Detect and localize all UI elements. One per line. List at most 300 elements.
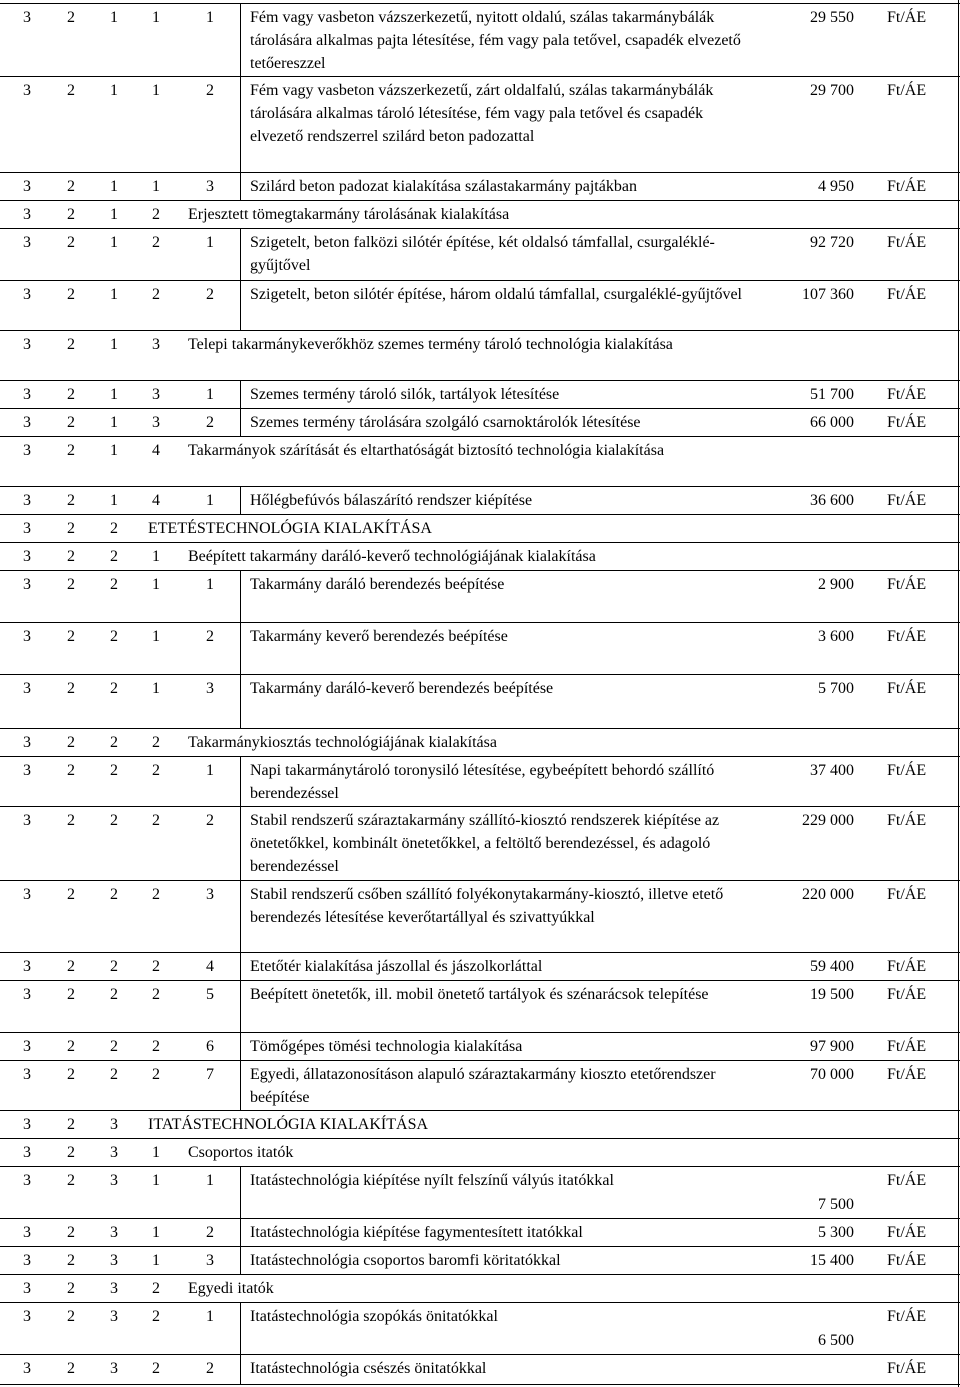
code-digit: 3 <box>23 1144 31 1161</box>
code-digit: 1 <box>110 386 118 403</box>
code-digit: 1 <box>110 234 118 251</box>
item-description: Stabil rendszerű csőben szállító folyékonytakarmány-kiosztó, illetve etető berendezés létesítése keverőtartállyal és szivattyúkkal <box>250 886 724 926</box>
table-row <box>0 625 960 677</box>
item-description: Fém vagy vasbeton vázszerkezetű, nyitott oldalú, szálas takarmánybálák tárolására alkalmas pajta létesítése, fém vagy pala tetővel, csapadék elvezető tetőereszzel <box>250 9 741 72</box>
item-description: Itatástechnológia kiépítése nyílt felszínű vályús itatókkal <box>250 1172 614 1189</box>
price-value: 66 000 <box>810 414 854 431</box>
code-digit: 2 <box>206 1360 214 1377</box>
code-digit: 2 <box>206 82 214 99</box>
code-digit: 1 <box>152 9 160 26</box>
table-row <box>0 1249 960 1277</box>
code-digit: 2 <box>110 680 118 697</box>
code-digit: 2 <box>67 520 75 537</box>
code-digit: 3 <box>23 886 31 903</box>
column-divider <box>240 1246 241 1274</box>
code-digit: 2 <box>110 548 118 565</box>
code-digit: 4 <box>206 958 214 975</box>
code-digit: 3 <box>23 1252 31 1269</box>
row-divider <box>0 806 960 807</box>
code-digit: 2 <box>110 886 118 903</box>
price-value: 29 550 <box>810 9 854 26</box>
row-divider <box>0 1274 960 1275</box>
column-divider <box>240 622 241 674</box>
code-digit: 2 <box>152 206 160 223</box>
price-value: 6 500 <box>818 1332 854 1349</box>
column-divider <box>240 1060 241 1110</box>
code-digit: 3 <box>152 336 160 353</box>
code-digit: 2 <box>67 1360 75 1377</box>
item-description: Takarmány daráló-keverő berendezés beépítése <box>250 680 554 697</box>
code-digit: 2 <box>67 82 75 99</box>
code-digit: 3 <box>23 1172 31 1189</box>
code-digit: 2 <box>110 762 118 779</box>
row-divider <box>0 436 960 437</box>
code-digit: 1 <box>152 576 160 593</box>
row-divider <box>0 1060 960 1061</box>
table-row <box>0 545 960 573</box>
code-digit: 3 <box>23 1116 31 1133</box>
code-digit: 2 <box>152 1066 160 1083</box>
code-digit: 2 <box>110 1038 118 1055</box>
table-row <box>0 1277 960 1305</box>
code-digit: 2 <box>206 286 214 303</box>
code-digit: 4 <box>152 442 160 459</box>
code-digit: 2 <box>152 1038 160 1055</box>
item-description: Szigetelt, beton silótér építése, három oldalú támfallal, csurgaléklé-gyűjtővel <box>250 286 742 303</box>
code-digit: 4 <box>152 492 160 509</box>
price-value: 59 400 <box>810 958 854 975</box>
item-description: Telepi takarmánykeverőkhöz szemes termény tároló technológia kialakítása <box>188 336 673 353</box>
table-row <box>0 1063 960 1113</box>
item-description: Egyedi itatók <box>188 1280 274 1297</box>
price-value: 70 000 <box>810 1066 854 1083</box>
code-digit: 1 <box>110 286 118 303</box>
code-digit: 3 <box>23 386 31 403</box>
code-digit: 2 <box>67 1252 75 1269</box>
table-row <box>0 383 960 411</box>
table-row <box>0 203 960 231</box>
price-value: 220 000 <box>802 886 854 903</box>
code-digit: 3 <box>152 386 160 403</box>
code-digit: 3 <box>110 1144 118 1161</box>
column-divider <box>240 172 241 200</box>
item-description: Csoportos itatók <box>188 1144 294 1161</box>
code-digit: 3 <box>23 734 31 751</box>
code-digit: 2 <box>67 9 75 26</box>
code-digit: 1 <box>110 442 118 459</box>
column-divider <box>240 76 241 172</box>
price-unit: Ft/ÁE <box>887 1308 927 1325</box>
table-row <box>0 1035 960 1063</box>
row-divider <box>0 280 960 281</box>
table-row <box>0 731 960 759</box>
code-digit: 1 <box>206 1172 214 1189</box>
price-unit: Ft/ÁE <box>887 492 927 509</box>
price-value: 36 600 <box>810 492 854 509</box>
code-digit: 1 <box>110 178 118 195</box>
price-unit: Ft/ÁE <box>887 1066 927 1083</box>
price-value: 92 720 <box>810 234 854 251</box>
table-row <box>0 1221 960 1249</box>
code-digit: 1 <box>110 82 118 99</box>
price-unit: Ft/ÁE <box>887 958 927 975</box>
price-unit: Ft/ÁE <box>887 886 927 903</box>
code-digit: 3 <box>23 1038 31 1055</box>
code-digit: 2 <box>152 958 160 975</box>
column-divider <box>240 1032 241 1060</box>
code-digit: 3 <box>110 1252 118 1269</box>
code-digit: 3 <box>23 336 31 353</box>
code-digit: 3 <box>23 1224 31 1241</box>
code-digit: 1 <box>206 234 214 251</box>
row-divider <box>0 1138 960 1139</box>
table-right-border <box>958 0 959 1387</box>
code-digit: 3 <box>23 986 31 1003</box>
table-row <box>0 677 960 731</box>
item-description: Itatástechnológia csészés önitatókkal <box>250 1360 487 1377</box>
price-unit: Ft/ÁE <box>887 9 927 26</box>
row-divider <box>0 514 960 515</box>
price-unit: Ft/ÁE <box>887 414 927 431</box>
row-divider <box>0 728 960 729</box>
price-unit: Ft/ÁE <box>887 386 927 403</box>
code-digit: 2 <box>152 1308 160 1325</box>
code-digit: 3 <box>110 1172 118 1189</box>
price-value: 37 400 <box>810 762 854 779</box>
code-digit: 3 <box>23 442 31 459</box>
code-digit: 2 <box>152 812 160 829</box>
code-digit: 2 <box>67 1066 75 1083</box>
code-digit: 3 <box>206 886 214 903</box>
price-unit: Ft/ÁE <box>887 82 927 99</box>
price-value: 229 000 <box>802 812 854 829</box>
table-row <box>0 489 960 517</box>
item-description: Szemes termény tárolására szolgáló csarnoktárolók létesítése <box>250 414 641 431</box>
code-digit: 1 <box>152 628 160 645</box>
price-unit: Ft/ÁE <box>887 1360 927 1377</box>
code-digit: 2 <box>67 492 75 509</box>
price-value: 4 950 <box>818 178 854 195</box>
code-digit: 3 <box>23 812 31 829</box>
row-divider <box>0 1218 960 1219</box>
code-digit: 2 <box>67 576 75 593</box>
code-digit: 3 <box>23 82 31 99</box>
row-divider <box>0 408 960 409</box>
code-digit: 2 <box>206 812 214 829</box>
code-digit: 2 <box>67 1144 75 1161</box>
code-digit: 3 <box>23 492 31 509</box>
code-digit: 3 <box>23 1066 31 1083</box>
code-digit: 2 <box>152 886 160 903</box>
item-description: Szigetelt, beton falközi silótér építése, két oldalsó támfallal, csurgaléklé-gyűjtővel <box>250 234 715 274</box>
item-description: Takarmány daráló berendezés beépítése <box>250 576 505 593</box>
price-unit: Ft/ÁE <box>887 628 927 645</box>
row-divider <box>0 1354 960 1355</box>
code-digit: 2 <box>67 414 75 431</box>
code-digit: 1 <box>152 1224 160 1241</box>
code-digit: 2 <box>110 812 118 829</box>
price-unit: Ft/ÁE <box>887 762 927 779</box>
code-digit: 3 <box>23 1308 31 1325</box>
column-divider <box>240 880 241 952</box>
code-digit: 1 <box>152 82 160 99</box>
table-row <box>0 79 960 175</box>
table-row <box>0 1169 960 1221</box>
code-digit: 1 <box>152 178 160 195</box>
item-description: Szilárd beton padozat kialakítása szálastakarmány pajtákban <box>250 178 637 195</box>
code-digit: 2 <box>152 286 160 303</box>
code-digit: 3 <box>110 1360 118 1377</box>
column-divider <box>240 486 241 514</box>
price-value: 5 300 <box>818 1224 854 1241</box>
code-digit: 2 <box>206 628 214 645</box>
table-row <box>0 1141 960 1169</box>
row-divider <box>0 172 960 173</box>
code-digit: 3 <box>23 286 31 303</box>
code-digit: 3 <box>23 1280 31 1297</box>
column-divider <box>240 3 241 76</box>
column-divider <box>240 228 241 280</box>
price-value: 19 500 <box>810 986 854 1003</box>
row-divider <box>0 1166 960 1167</box>
code-digit: 2 <box>110 734 118 751</box>
code-digit: 1 <box>152 1252 160 1269</box>
code-digit: 1 <box>152 1144 160 1161</box>
table-row <box>0 809 960 883</box>
price-unit: Ft/ÁE <box>887 680 927 697</box>
code-digit: 2 <box>67 680 75 697</box>
table-row <box>0 759 960 809</box>
price-unit: Ft/ÁE <box>887 986 927 1003</box>
item-description: ITATÁSTECHNOLÓGIA KIALAKÍTÁSA <box>148 1116 429 1133</box>
code-digit: 3 <box>23 414 31 431</box>
row-divider <box>0 1032 960 1033</box>
table-row <box>0 983 960 1035</box>
price-unit: Ft/ÁE <box>887 1252 927 1269</box>
code-digit: 1 <box>206 1308 214 1325</box>
table-row <box>0 175 960 203</box>
code-digit: 2 <box>67 1224 75 1241</box>
code-digit: 1 <box>152 1172 160 1189</box>
item-description: Hőlégbefúvós bálaszárító rendszer kiépítése <box>250 492 533 509</box>
item-description: Napi takarmánytároló toronysiló létesítése, egybeépített behordó szállító berendezéssel <box>250 762 715 802</box>
code-digit: 2 <box>67 734 75 751</box>
code-digit: 2 <box>67 548 75 565</box>
row-divider <box>0 3 960 4</box>
code-digit: 2 <box>67 206 75 223</box>
code-digit: 3 <box>23 1360 31 1377</box>
price-unit: Ft/ÁE <box>887 178 927 195</box>
code-digit: 2 <box>67 1038 75 1055</box>
code-digit: 1 <box>206 492 214 509</box>
code-digit: 3 <box>206 1252 214 1269</box>
row-divider <box>0 1302 960 1303</box>
code-digit: 2 <box>67 234 75 251</box>
price-value: 15 400 <box>810 1252 854 1269</box>
price-value: 107 360 <box>802 286 854 303</box>
code-digit: 3 <box>152 414 160 431</box>
code-digit: 2 <box>67 1116 75 1133</box>
price-unit: Ft/ÁE <box>887 234 927 251</box>
row-divider <box>0 1384 960 1385</box>
column-divider <box>240 380 241 408</box>
code-digit: 2 <box>67 812 75 829</box>
price-value: 3 600 <box>818 628 854 645</box>
code-digit: 3 <box>110 1308 118 1325</box>
price-value: 97 900 <box>810 1038 854 1055</box>
column-divider <box>240 980 241 1032</box>
row-divider <box>0 542 960 543</box>
code-digit: 2 <box>110 986 118 1003</box>
price-unit: Ft/ÁE <box>887 1038 927 1055</box>
row-divider <box>0 980 960 981</box>
code-digit: 3 <box>23 576 31 593</box>
code-digit: 1 <box>110 9 118 26</box>
table-row <box>0 1357 960 1387</box>
row-divider <box>0 76 960 77</box>
item-description: ETETÉSTECHNOLÓGIA KIALAKÍTÁSA <box>148 520 432 537</box>
code-digit: 2 <box>67 1308 75 1325</box>
item-description: Beépített takarmány daráló-keverő technológiájának kialakítása <box>188 548 596 565</box>
column-divider <box>240 674 241 728</box>
code-digit: 3 <box>23 628 31 645</box>
code-digit: 2 <box>110 1066 118 1083</box>
item-description: Tömőgépes tömési technologia kialakítása <box>250 1038 523 1055</box>
code-digit: 3 <box>110 1224 118 1241</box>
code-digit: 1 <box>206 576 214 593</box>
code-digit: 1 <box>110 336 118 353</box>
row-divider <box>0 674 960 675</box>
code-digit: 1 <box>206 762 214 779</box>
row-divider <box>0 570 960 571</box>
code-digit: 1 <box>152 680 160 697</box>
code-digit: 1 <box>152 548 160 565</box>
code-digit: 2 <box>110 628 118 645</box>
code-digit: 3 <box>23 9 31 26</box>
code-digit: 2 <box>110 958 118 975</box>
table-row <box>0 1113 960 1141</box>
code-digit: 1 <box>206 386 214 403</box>
column-divider <box>240 408 241 436</box>
code-digit: 1 <box>110 206 118 223</box>
code-digit: 3 <box>206 178 214 195</box>
table-row <box>0 883 960 955</box>
code-digit: 2 <box>152 1280 160 1297</box>
code-digit: 3 <box>23 958 31 975</box>
code-digit: 3 <box>23 680 31 697</box>
column-divider <box>240 1354 241 1384</box>
code-digit: 3 <box>23 234 31 251</box>
price-unit: Ft/ÁE <box>887 286 927 303</box>
code-digit: 2 <box>206 414 214 431</box>
table-row <box>0 333 960 383</box>
code-digit: 2 <box>67 336 75 353</box>
code-digit: 5 <box>206 986 214 1003</box>
item-description: Fém vagy vasbeton vázszerkezetű, zárt oldalfalú, szálas takarmánybálák tárolására alkalmas tároló létesítése, fém vagy pala tetővel és csapadék elvezető rendszerrel szilárd beton padozattal <box>250 82 714 145</box>
table-row <box>0 517 960 545</box>
item-description: Erjesztett tömegtakarmány tárolásának kialakítása <box>188 206 510 223</box>
item-description: Takarmánykiosztás technológiájának kialakítása <box>188 734 497 751</box>
column-divider <box>240 756 241 806</box>
row-divider <box>0 1110 960 1111</box>
code-digit: 2 <box>67 986 75 1003</box>
code-digit: 2 <box>67 442 75 459</box>
code-digit: 2 <box>67 1280 75 1297</box>
item-description: Szemes termény tároló silók, tartályok létesítése <box>250 386 560 403</box>
price-unit: Ft/ÁE <box>887 1172 927 1189</box>
row-divider <box>0 1246 960 1247</box>
column-divider <box>240 806 241 880</box>
table-row <box>0 955 960 983</box>
code-digit: 2 <box>67 286 75 303</box>
code-digit: 2 <box>67 1172 75 1189</box>
row-divider <box>0 880 960 881</box>
table-row <box>0 573 960 625</box>
price-value: 7 500 <box>818 1196 854 1213</box>
table-row <box>0 283 960 333</box>
code-digit: 2 <box>206 1224 214 1241</box>
code-digit: 2 <box>152 734 160 751</box>
price-value: 2 900 <box>818 576 854 593</box>
table-row <box>0 1305 960 1357</box>
row-divider <box>0 200 960 201</box>
price-value: 29 700 <box>810 82 854 99</box>
row-divider <box>0 486 960 487</box>
row-divider <box>0 622 960 623</box>
code-digit: 2 <box>152 762 160 779</box>
item-description: Itatástechnológia csoportos baromfi köritatókkal <box>250 1252 561 1269</box>
row-divider <box>0 380 960 381</box>
price-unit: Ft/ÁE <box>887 812 927 829</box>
price-value: 51 700 <box>810 386 854 403</box>
code-digit: 3 <box>110 1280 118 1297</box>
column-divider <box>240 280 241 330</box>
code-digit: 3 <box>23 762 31 779</box>
code-digit: 3 <box>23 206 31 223</box>
column-divider <box>240 952 241 980</box>
code-digit: 6 <box>206 1038 214 1055</box>
column-divider <box>240 1166 241 1218</box>
item-description: Takarmány keverő berendezés beépítése <box>250 628 508 645</box>
code-digit: 2 <box>152 986 160 1003</box>
column-divider <box>240 1218 241 1246</box>
item-description: Itatástechnológia szopókás önitatókkal <box>250 1308 498 1325</box>
code-digit: 3 <box>23 548 31 565</box>
code-digit: 2 <box>110 520 118 537</box>
item-description: Etetőtér kialakítása jászollal és jászolkorláttal <box>250 958 543 975</box>
code-digit: 1 <box>110 414 118 431</box>
price-unit: Ft/ÁE <box>887 576 927 593</box>
code-digit: 2 <box>67 886 75 903</box>
column-divider <box>240 570 241 622</box>
code-digit: 2 <box>152 234 160 251</box>
code-digit: 2 <box>152 1360 160 1377</box>
item-description: Takarmányok szárítását és eltarthatóságát biztosító technológia kialakítása <box>188 442 665 459</box>
code-digit: 2 <box>67 178 75 195</box>
item-description: Egyedi, állatazonosításon alapuló száraztakarmány kioszto etetőrendszer beépítése <box>250 1066 716 1106</box>
code-digit: 2 <box>67 628 75 645</box>
row-divider <box>0 330 960 331</box>
code-digit: 2 <box>67 762 75 779</box>
code-digit: 3 <box>23 178 31 195</box>
table-row <box>0 6 960 79</box>
table-row <box>0 231 960 283</box>
code-digit: 1 <box>206 9 214 26</box>
table-row <box>0 439 960 489</box>
code-digit: 7 <box>206 1066 214 1083</box>
code-digit: 2 <box>67 386 75 403</box>
item-description: Stabil rendszerű száraztakarmány szállító-kiosztó rendszerek kiépítése az önetetőkkel, kombinált önetetőkkel, a feltöltő berendezéssel, és adagoló berendezéssel <box>250 812 720 875</box>
